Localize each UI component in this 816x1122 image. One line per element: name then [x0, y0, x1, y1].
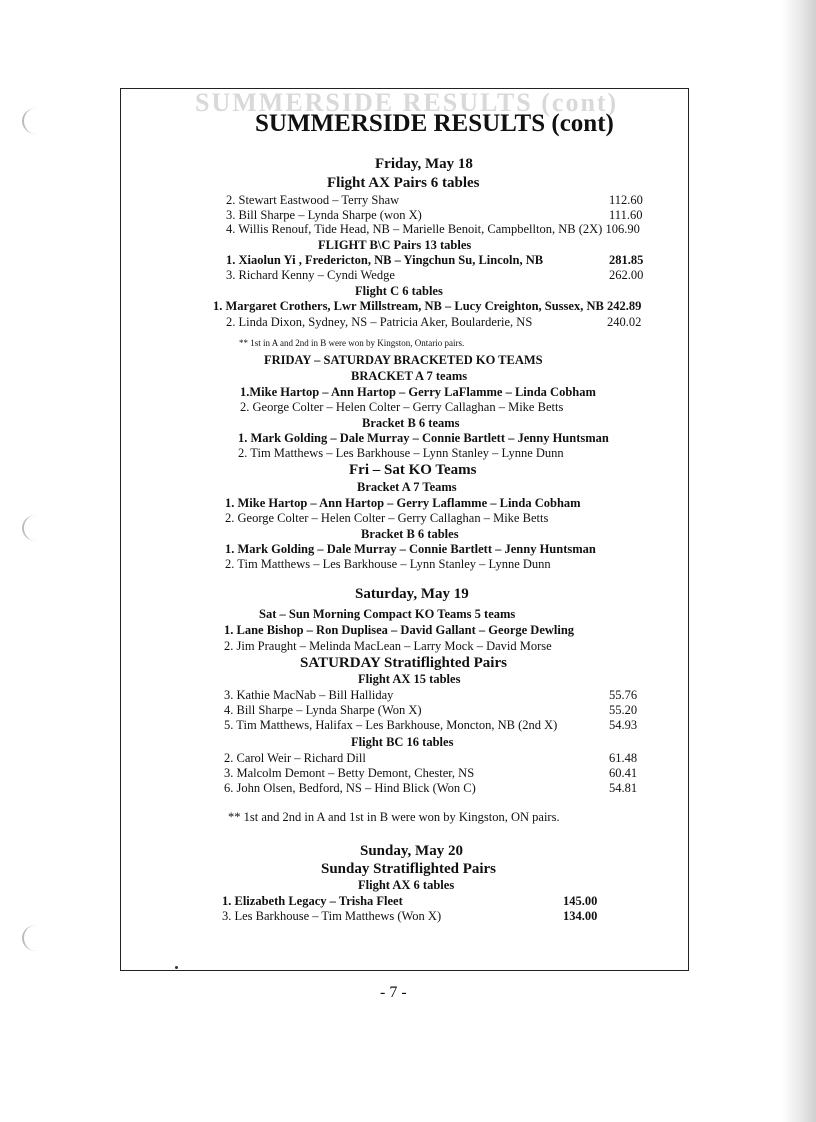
sunday-pairs-heading: Sunday Stratiflighted Pairs — [321, 861, 497, 877]
result-row: 3. Bill Sharpe – Lynda Sharpe (won X) — [226, 208, 422, 222]
binder-hole — [22, 515, 50, 541]
result-score: 134.00 — [563, 909, 598, 923]
result-score: 55.20 — [609, 703, 638, 717]
result-row: 6. John Olsen, Bedford, NS – Hind Blick (Won C) — [224, 781, 476, 795]
flight-bc-heading: FLIGHT B\C Pairs 13 tables — [318, 238, 472, 252]
scan-edge-shadow — [782, 0, 816, 1122]
bracket-b-heading: Bracket B 6 tables — [361, 527, 459, 541]
result-score: 281.85 — [609, 253, 644, 267]
result-row: 5. Tim Matthews, Halifax – Les Barkhouse, Moncton, NB (2nd X) — [224, 718, 558, 732]
saturday-date: Saturday, May 19 — [355, 586, 469, 602]
bracket-a-heading: BRACKET A 7 teams — [351, 369, 468, 383]
bracket-b-heading: Bracket B 6 teams — [362, 416, 460, 430]
result-row: 1. Elizabeth Legacy – Trisha Fleet — [222, 894, 403, 908]
result-score: 54.81 — [609, 781, 638, 795]
result-score: 55.76 — [609, 688, 638, 702]
page-title: SUMMERSIDE RESULTS (cont) — [255, 110, 614, 137]
result-row: 1. Xiaolun Yi , Fredericton, NB – Yingchun Su, Lincoln, NB — [226, 253, 544, 267]
flight-ax-heading: Flight AX Pairs 6 tables — [327, 175, 480, 191]
result-score: 54.93 — [609, 718, 638, 732]
team-row: 2. George Colter – Helen Colter – Gerry Callaghan – Mike Betts — [240, 400, 564, 414]
bleed-through-text: SUMMERSIDE RESULTS (cont) — [195, 88, 619, 117]
flight-c-heading: Flight C 6 tables — [355, 284, 443, 298]
binder-hole — [22, 108, 50, 134]
result-row: 3. Richard Kenny – Cyndi Wedge — [226, 268, 395, 282]
team-row: 2. George Colter – Helen Colter – Gerry Callaghan – Mike Betts — [225, 511, 549, 525]
result-score: 111.60 — [609, 208, 643, 222]
result-score: 60.41 — [609, 766, 638, 780]
page-number: - 7 - — [380, 984, 407, 1001]
footnote: ** 1st in A and 2nd in B were won by Kingston, Ontario pairs. — [239, 338, 465, 348]
strat-pairs-heading: SATURDAY Stratiflighted Pairs — [300, 655, 507, 671]
result-row: 2. Carol Weir – Richard Dill — [224, 751, 366, 765]
result-row: 4. Bill Sharpe – Lynda Sharpe (Won X) — [224, 703, 422, 717]
flight-ax-heading: Flight AX 15 tables — [358, 672, 461, 686]
result-row: 1. Margaret Crothers, Lwr Millstream, NB – Lucy Creighton, Sussex, NB 242.89 — [213, 299, 642, 313]
result-score: 145.00 — [563, 894, 598, 908]
bracket-a-heading: Bracket A 7 Teams — [357, 480, 457, 494]
team-row: 2. Tim Matthews – Les Barkhouse – Lynn Stanley – Lynne Dunn — [225, 557, 551, 571]
team-row: 1. Mike Hartop – Ann Hartop – Gerry Laflamme – Linda Cobham — [225, 496, 581, 510]
result-score: 112.60 — [609, 193, 643, 207]
result-score: 262.00 — [609, 268, 644, 282]
team-row: 2. Tim Matthews – Les Barkhouse – Lynn Stanley – Lynne Dunn — [238, 446, 564, 460]
result-row: 3. Les Barkhouse – Tim Matthews (Won X) — [222, 909, 442, 923]
scan-speck — [175, 966, 178, 969]
team-row: 2. Jim Praught – Melinda MacLean – Larry Mock – David Morse — [224, 639, 552, 653]
result-row: 3. Malcolm Demont – Betty Demont, Chester, NS — [224, 766, 475, 780]
binder-hole — [22, 925, 50, 951]
result-row: 3. Kathie MacNab – Bill Halliday — [224, 688, 394, 702]
result-score: 240.02 — [607, 315, 642, 329]
footnote: ** 1st and 2nd in A and 1st in B were won by Kingston, ON pairs. — [228, 810, 560, 824]
team-row: 1. Lane Bishop – Ron Duplisea – David Gallant – George Dewling — [224, 623, 575, 637]
result-row: 2. Linda Dixon, Sydney, NS – Patricia Aker, Boularderie, NS — [226, 315, 533, 329]
result-row: 4. Willis Renouf, Tide Head, NB – Marielle Benoit, Campbellton, NB (2X) 106.90 — [226, 222, 640, 236]
team-row: 1.Mike Hartop – Ann Hartop – Gerry LaFlamme – Linda Cobham — [240, 385, 596, 399]
team-row: 1. Mark Golding – Dale Murray – Connie Bartlett – Jenny Huntsman — [225, 542, 596, 556]
ko-teams-heading: Fri – Sat KO Teams — [349, 462, 477, 478]
result-row: 2. Stewart Eastwood – Terry Shaw — [226, 193, 400, 207]
flight-ax-heading: Flight AX 6 tables — [358, 878, 455, 892]
friday-date: Friday, May 18 — [375, 156, 473, 172]
result-score: 61.48 — [609, 751, 638, 765]
flight-bc-heading: Flight BC 16 tables — [351, 735, 454, 749]
compact-ko-heading: Sat – Sun Morning Compact KO Teams 5 teams — [259, 607, 516, 621]
bracketed-ko-heading: FRIDAY – SATURDAY BRACKETED KO TEAMS — [264, 353, 543, 367]
sunday-date: Sunday, May 20 — [360, 843, 463, 859]
team-row: 1. Mark Golding – Dale Murray – Connie Bartlett – Jenny Huntsman — [238, 431, 609, 445]
